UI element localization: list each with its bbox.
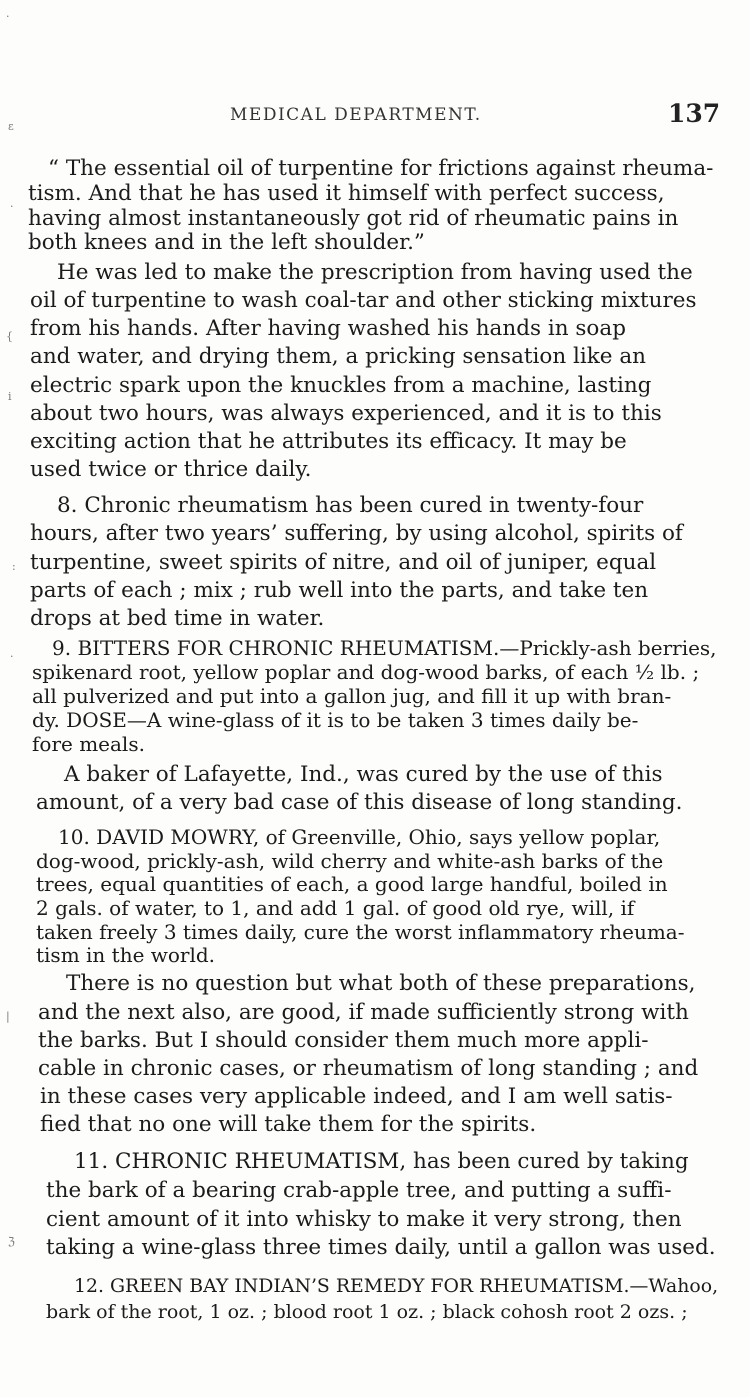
text-line: dy. DOSE—A wine-glass of it is to be taken 3 times daily be-	[32, 708, 639, 732]
text-line: both knees and in the left shoulder.”	[28, 230, 425, 255]
text-line: having almost instantaneously got rid of rheumatic pains in	[28, 206, 679, 231]
text-line: dog-wood, prickly-ash, wild cherry and white-ash barks of the	[36, 849, 664, 873]
text-line: He was led to make the prescription from having used the	[57, 260, 693, 285]
scan-margin-specks: · ɛ · { i : · | ℨ	[6, 10, 16, 1248]
text-line: tism in the world.	[36, 943, 216, 967]
text-line: cable in chronic cases, or rheumatism of long standing ; and	[38, 1056, 699, 1081]
text-line: electric spark upon the knuckles from a machine, lasting	[30, 373, 652, 398]
text-line: trees, equal quantities of each, a good large handful, boiled in	[36, 872, 668, 896]
text-line: 2 gals. of water, to 1, and add 1 gal. of good old rye, will, if	[36, 896, 635, 920]
text-line: 11. CHRONIC RHEUMATISM, has been cured by taking	[74, 1149, 689, 1174]
text-line: 9. BITTERS FOR CHRONIC RHEUMATISM.—Prickly-ash berries,	[52, 636, 717, 660]
text-line: cient amount of it into whisky to make it very strong, then	[46, 1207, 682, 1232]
text-line: exciting action that he attributes its efficacy. It may be	[30, 429, 627, 454]
text-line: in these cases very applicable indeed, and I am well satis-	[40, 1084, 673, 1109]
text-line: turpentine, sweet spirits of nitre, and oil of juniper, equal	[30, 550, 657, 575]
text-line: “ The essential oil of turpentine for frictions against rheuma-	[48, 156, 714, 181]
text-line: drops at bed time in water.	[30, 606, 325, 631]
text-line: from his hands. After having washed his hands in soap	[30, 316, 626, 341]
running-head: MEDICAL DEPARTMENT.	[230, 105, 482, 125]
text-line: taken freely 3 times daily, cure the worst inflammatory rheuma-	[36, 920, 685, 944]
page-number: 137	[668, 99, 721, 128]
text-line: taking a wine-glass three times daily, until a gallon was used.	[46, 1235, 716, 1260]
page-header	[0, 101, 750, 133]
text-line: fore meals.	[32, 732, 145, 756]
text-line: all pulverized and put into a gallon jug, and fill it up with bran-	[32, 684, 672, 708]
text-line: spikenard root, yellow poplar and dog-wood barks, of each ½ lb. ;	[32, 660, 700, 684]
text-line: parts of each ; mix ; rub well into the parts, and take ten	[30, 578, 649, 603]
text-line: hours, after two years’ suffering, by using alcohol, spirits of	[30, 521, 683, 546]
text-line: There is no question but what both of these preparations,	[66, 971, 696, 996]
text-line: bark of the root, 1 oz. ; blood root 1 oz. ; black cohosh root 2 ozs. ;	[46, 1301, 688, 1323]
text-line: oil of turpentine to wash coal-tar and other sticking mixtures	[30, 288, 697, 313]
text-line: 12. GREEN BAY INDIAN’S REMEDY FOR RHEUMATISM.—Wahoo,	[74, 1275, 719, 1297]
text-line: A baker of Lafayette, Ind., was cured by the use of this	[64, 762, 663, 787]
text-line: and water, and drying them, a pricking sensation like an	[30, 344, 647, 369]
text-line: used twice or thrice daily.	[30, 457, 312, 482]
text-line: fied that no one will take them for the spirits.	[40, 1112, 537, 1137]
text-line: and the next also, are good, if made sufficiently strong with	[38, 1000, 689, 1025]
text-line: tism. And that he has used it himself with perfect success,	[28, 181, 665, 206]
text-line: 8. Chronic rheumatism has been cured in twenty-four	[57, 493, 644, 518]
text-line: the barks. But I should consider them much more appli-	[38, 1028, 649, 1053]
text-line: about two hours, was always experienced, and it is to this	[30, 401, 662, 426]
text-line: the bark of a bearing crab-apple tree, and putting a suffi-	[46, 1178, 672, 1203]
text-line: amount, of a very bad case of this disease of long standing.	[36, 790, 683, 815]
text-line: 10. DAVID MOWRY, of Greenville, Ohio, says yellow poplar,	[58, 825, 661, 849]
